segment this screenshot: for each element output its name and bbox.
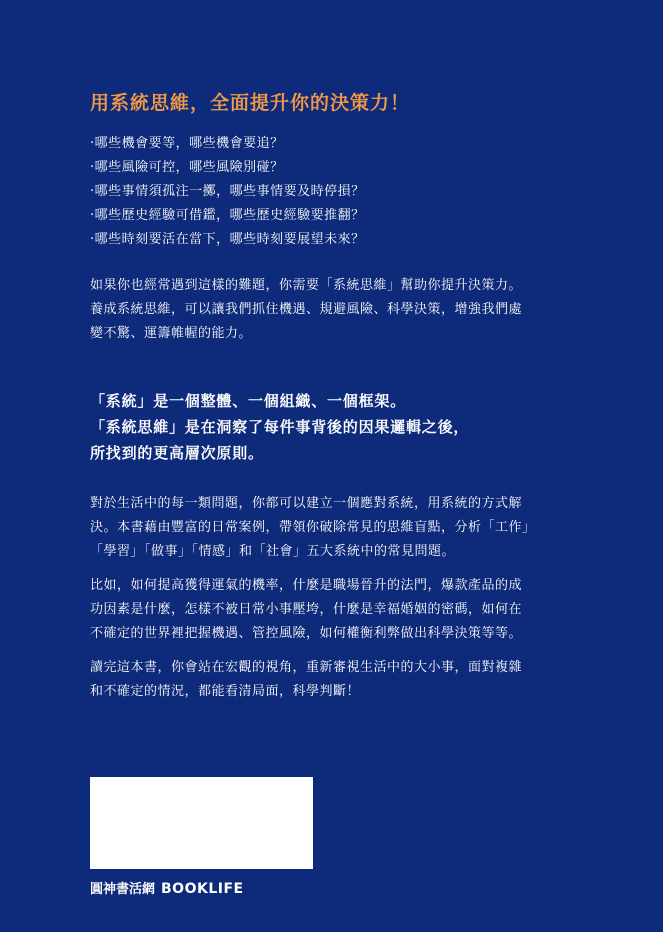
question-item: ‧哪些歷史經驗可借鑑，哪些歷史經驗要推翻？ [90, 208, 365, 223]
quote-line: 所找到的更高層次原則。 [90, 444, 264, 462]
headline: 用系統思維，全面提升你的決策力！ [90, 92, 411, 114]
barcode-area [90, 777, 313, 869]
question-item: ‧哪些時刻要活在當下，哪些時刻要展望未來？ [90, 232, 365, 247]
question-list [90, 132, 365, 252]
text-line: 「學習」「做事」「情感」和「社會」五大系統中的常見問題。 [90, 544, 456, 559]
body-paragraph-3 [90, 656, 580, 704]
text-line: 變不驚、運籌帷幄的能力。 [90, 326, 253, 341]
question-item: ‧哪些風險可控，哪些風險別碰？ [90, 160, 284, 175]
question-item: ‧哪些事情須孤注一擲，哪些事情要及時停損？ [90, 184, 365, 199]
text-line: 如果你也經常遇到這樣的難題，你需要「系統思維」幫助你提升決策力。 [90, 278, 523, 293]
text-line: 讀完這本書，你會站在宏觀的視角，重新審視生活中的大小事，面對複雜 [90, 660, 523, 675]
text-line: 決。本書藉由豐富的日常案例，帶領你破除常見的思維盲點，分析「工作」 [90, 520, 536, 535]
body-paragraph-1 [90, 492, 580, 564]
publisher-name: 圓神書活網 [90, 882, 156, 897]
publisher-logo [90, 878, 244, 897]
question-item: ‧哪些機會要等，哪些機會要追？ [90, 136, 284, 151]
text-line: 比如，如何提高獲得運氣的機率，什麼是職場晉升的法門，爆款產品的成 [90, 578, 523, 593]
text-line: 功因素是什麼，怎樣不被日常小事壓垮，什麼是幸福婚姻的密碼，如何在 [90, 602, 523, 617]
intro-paragraph [90, 274, 580, 346]
text-line: 和不確定的情況，都能看清局面，科學判斷！ [90, 684, 361, 699]
quote-line: 「系統」是一個整體、一個組織、一個框架。 [90, 392, 407, 410]
body-paragraph-2 [90, 574, 580, 646]
publisher-brand: BOOKLIFE [161, 881, 244, 897]
quote-line: 「系統思維」是在洞察了每件事背後的因果邏輯之後， [90, 418, 470, 436]
text-line: 對於生活中的每一類問題，你都可以建立一個應對系統，用系統的方式解 [90, 496, 523, 511]
system-definition-quote [90, 388, 469, 466]
text-line: 不確定的世界裡把握機遇、管控風險，如何權衡利弊做出科學決策等等。 [90, 626, 523, 641]
text-line: 養成系統思維，可以讓我們抓住機遇、規避風險、科學決策，增強我們處 [90, 302, 523, 317]
